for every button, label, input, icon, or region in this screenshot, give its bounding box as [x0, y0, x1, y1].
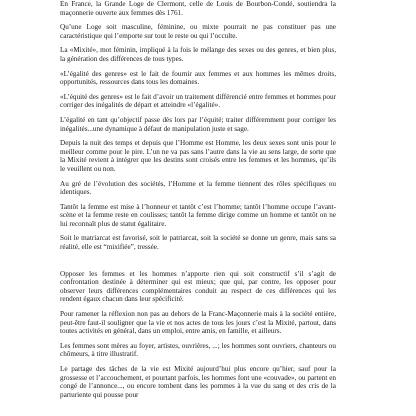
paragraph: Qu’une Loge soit masculine, féminine, ou mixte pourrait ne pas constituer pas une caractéristique qui l’emporte sur tout le reste ou qui l’occulte.	[60, 23, 336, 40]
paragraph: Opposer les femmes et les hommes n’apporte rien qui soit constructif s’il s’agit de confrontation destinée à déterminer qui est mieux; que qui, par contre, les opposer pour observer leurs différences complémentaires conduit au respect de ces différences qui les rendent égaux chacun dans leur spécificité.	[60, 269, 336, 304]
paragraph: Au gré de l’évolution des sociétés, l’Homme et la femme tiennent des rôles spécifiques ou identiques.	[60, 179, 336, 197]
paragraph: «L’égalité des genres» est le fait de fournir aux femmes et aux hommes les mêmes droits, opportunités, ressources dans tous les domaines.	[60, 69, 336, 87]
paragraph: Tantôt la femme est mise à l’honneur et tantôt c’est l’homme; tantôt l’homme occupe l’avant-scène et la femme reste en coulisses; tantôt la femme dirige comme un homme et tantôt on ne lui reconnaît plus de statut égalitaire.	[60, 202, 336, 228]
paragraph: Soit le matriarcat est favorisé, soit le patriarcat, soit la société se donne un genre, mais sans sa réalité, elle est “mixifiée”, tressée.	[60, 234, 336, 252]
paragraph: En France, la Grande Loge de Clermont, celle de Louis de Bourbon-Condé, soutiendra la maçonnerie ouverte aux femmes dès 1761.	[60, 0, 336, 17]
paragraph: L’égalité en tant qu’objectif passe dès lors par l’équité; traiter différemment pour corriger les inégalités...une dynamique à défaut de manipulation juste et sage.	[60, 115, 336, 133]
text-block-top	[60, 0, 336, 252]
section-gap	[60, 258, 336, 270]
paragraph: Depuis la nuit des temps et depuis que l’Homme est Homme, les deux sexes sont unis pour le meilleur comme pour le pire. L’un ne va pas sans l’autre dans la vie au sens large, de sorte que la Mixité revient à intégrer que les destins sont croisés entre les femmes et les hommes, qu’ils le veuillent ou non.	[60, 139, 336, 173]
paragraph: Les femmes sont mères au foyer, artistes, ouvrières, ...; les hommes sont ouvriers, chanteurs ou chômeurs, à titre illustratif.	[60, 341, 336, 359]
paragraph: Pour ramener la réflexion non pas au dehors de la Franc-Maçonnerie mais à la société entière, peut-être faut-il souligner que la vie et nos actes de tous les jours c’est la Mixité, partout, dans toutes activités en général, dans un emploi, entre amis, en famille, et ailleurs.	[60, 310, 336, 336]
paragraph: Le partage des tâches de la vie est Mixité aujourd’hui plus encore qu’hier, sauf pour la grossesse et l’accouchement, et pourtant parfois, les hommes font une «couvade», ou partent en congé de l’annonce..., ou encore tombent dans les pommes à la vue du sang et des cris de la parturiente qui pousse pour	[60, 365, 336, 399]
text-block-bottom	[60, 270, 336, 400]
paragraph: La «Mixité», mot féminin, impliqué à la fois le mélange des sexes ou des genres, et bien plus, la génération des différences de tous types.	[60, 46, 336, 63]
paragraph: «L’équité des genres» est le fait d’avoir un traitement différencié entre femmes et hommes pour corriger des inégalités de départ et atteindre «l’égalité».	[60, 92, 336, 110]
